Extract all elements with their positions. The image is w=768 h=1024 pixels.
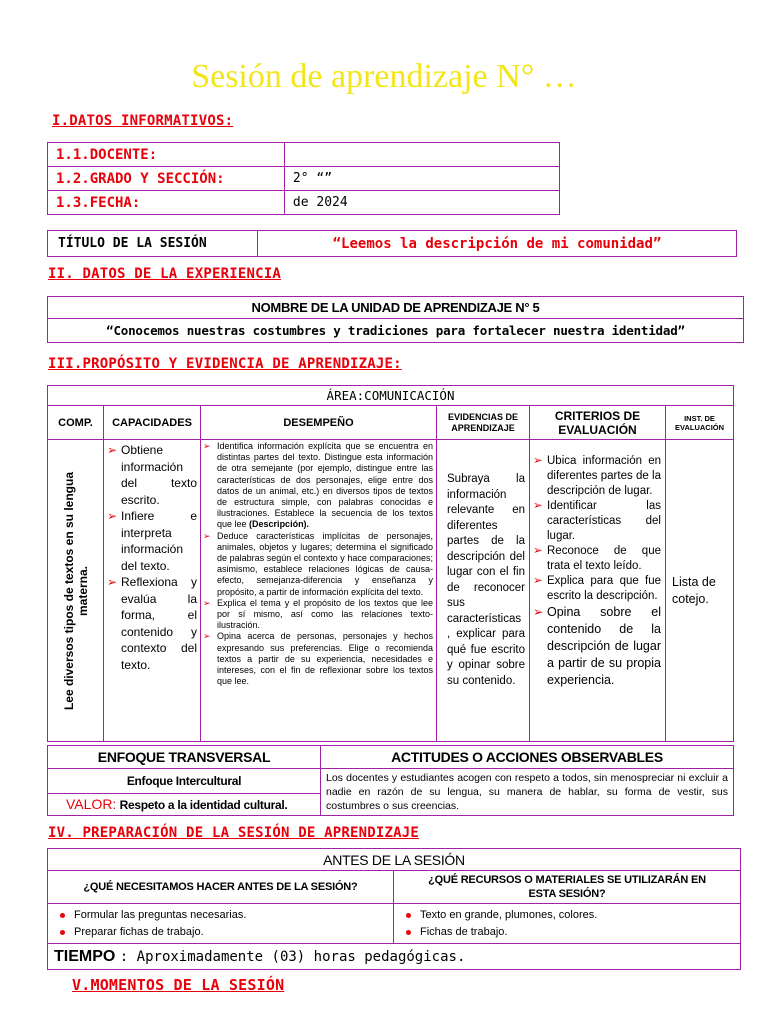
unidad-table	[47, 296, 744, 343]
competencia-cell	[48, 440, 104, 742]
inst-header: INST. DE EVALUACIÓN	[666, 406, 734, 440]
list-item: ➢ Reflexiona y evalúa la forma, el contenido y contexto del texto.	[107, 574, 197, 673]
comp-header: COMP.	[48, 406, 104, 440]
enfoque-header: ENFOQUE TRANSVERSAL	[48, 746, 321, 769]
list-item: ➢ Reconoce de que trata el texto leído.	[533, 544, 661, 574]
tiempo-cell	[48, 944, 741, 970]
desempeno-header: DESEMPEÑO	[201, 406, 437, 440]
desempeno-list	[203, 441, 433, 687]
section-heading-datos: I.DATOS INFORMATIVOS:	[52, 113, 234, 129]
unidad-header: NOMBRE DE LA UNIDAD DE APRENDIZAJE N° 5	[48, 297, 744, 319]
pregunta-recursos: ¿QUÉ RECURSOS O MATERIALES SE UTILIZARÁN EN ESTA SESIÓN?	[394, 871, 741, 904]
section-heading-proposito: III.PROPÓSITO Y EVIDENCIA DE APRENDIZAJE:	[48, 356, 402, 372]
titulo-label: TÍTULO DE LA SESIÓN	[48, 231, 258, 257]
preparacion-table	[47, 848, 741, 970]
criterios-list	[533, 454, 661, 689]
enfoque-name: Enfoque Intercultural	[48, 769, 321, 794]
list-item: ➢ Opina sobre el contenido de la descripción de lugar a partir de su propia experiencia.	[533, 604, 661, 689]
desempeno-1: Identifica información explícita que se encuentra en distintas partes del texto. Distingue esta información de otra semejante (por ejemplo, distingue entre las características de dos personajes, elige entre dos datos de un animal, etc.) en diversos tipos de textos de estructura simple, con palabras conocidas e ilustraciones. Establece la secuencia de los textos que lee	[217, 441, 433, 530]
criterios-cell	[530, 440, 666, 742]
table-row	[48, 143, 560, 167]
valor-label: VALOR:	[66, 796, 117, 813]
evidencias-header: EVIDENCIAS DE APRENDIZAJE	[437, 406, 530, 440]
list-item: ➢ Obtiene información del texto escrito.	[107, 442, 197, 508]
recursos-list	[394, 907, 740, 941]
list-item: ➢ Opina acerca de personas, personajes y hechos expresando sus preferencias. Elige o recomienda textos a partir de su experiencia, necesidades e intereses, con el fin de reflexionar sobre los textos que lee.	[203, 631, 433, 687]
capacidades-cell	[104, 440, 201, 742]
list-item	[203, 441, 433, 531]
evidencia-cell: Subraya la información relevante en diferentes partes de la descripción del lugar con el fin de reconocer sus características , explicar para qué fue escrito y opinar sobre su contenido.	[437, 440, 530, 742]
recursos-cell	[394, 904, 741, 944]
competencia-text: Lee diversos tipos de textos en su lengua materna.	[61, 471, 90, 710]
list-item: ➢ Deduce características implícitas de personajes, animales, objetos y lugares; determina el significado de palabras según el contexto y hace comparaciones; asimismo, establece relaciones lógicas de causa-efecto, semejanza-diferencia y enseñanza y propósito, a partir de información explícita del texto.	[203, 531, 433, 598]
grado-label: 1.2.GRADO Y SECCIÓN:	[48, 167, 285, 191]
unidad-value: “Conocemos nuestras costumbres y tradiciones para fortalecer nuestra identidad”	[48, 319, 744, 343]
list-item: ➢ Explica el tema y el propósito de los textos que lee por sí mismo, así como las relaciones texto-ilustración.	[203, 598, 433, 632]
list-item: ➢ Infiere e interpreta información del texto.	[107, 508, 197, 574]
docente-label: 1.1.DOCENTE:	[48, 143, 285, 167]
list-item: Fichas de trabajo.	[394, 924, 740, 941]
table-row	[48, 191, 560, 215]
tiempo-text: : Aproximadamente (03) horas pedagógicas.	[119, 948, 466, 965]
criterios-header: CRITERIOS DE EVALUACIÓN	[530, 406, 666, 440]
section-heading-experiencia: II. DATOS DE LA EXPERIENCIA	[48, 266, 281, 282]
fecha-label: 1.3.FECHA:	[48, 191, 285, 215]
hacer-cell	[48, 904, 394, 944]
antes-header: ANTES DE LA SESIÓN	[48, 849, 741, 871]
fecha-value: de 2024	[284, 191, 559, 215]
section-heading-momentos: V.MOMENTOS DE LA SESIÓN	[72, 976, 285, 994]
hacer-list	[48, 907, 393, 941]
valor-cell	[48, 793, 321, 815]
actitudes-text: Los docentes y estudiantes acogen con respeto a todos, sin menospreciar ni excluir a nadie en razón de su lengua, su manera de hablar, su forma de vestir, sus costumbres o sus creencias.	[321, 769, 734, 816]
desempeno-1-bold: (Descripción).	[249, 519, 310, 530]
list-item: ➢ Explica para que fue escrito la descripción.	[533, 574, 661, 604]
desempeno-cell	[201, 440, 437, 742]
tiempo-label: TIEMPO	[54, 947, 116, 965]
table-row	[48, 167, 560, 191]
area-header: ÁREA:COMUNICACIÓN	[48, 386, 734, 406]
capacidades-list	[107, 442, 197, 673]
pregunta-hacer: ¿QUÉ NECESITAMOS HACER ANTES DE LA SESIÓN?	[48, 871, 394, 904]
list-item: Preparar fichas de trabajo.	[48, 924, 393, 941]
actitudes-header: ACTITUDES O ACCIONES OBSERVABLES	[321, 746, 734, 769]
page-title: Sesión de aprendizaje N° …	[191, 58, 577, 95]
list-item: Formular las preguntas necesarias.	[48, 907, 393, 924]
list-item: Texto en grande, plumones, colores.	[394, 907, 740, 924]
capacidades-header: CAPACIDADES	[104, 406, 201, 440]
datos-table	[47, 142, 560, 215]
enfoque-table	[47, 745, 734, 816]
instrumento-cell: Lista de cotejo.	[666, 440, 734, 742]
list-item: ➢ Identificar las características del lugar.	[533, 499, 661, 544]
section-heading-preparacion: IV. PREPARACIÓN DE LA SESIÓN DE APRENDIZAJE	[48, 825, 420, 841]
titulo-value: “Leemos la descripción de mi comunidad”	[258, 231, 737, 257]
docente-value	[284, 143, 559, 167]
grado-value: 2° “”	[284, 167, 559, 191]
list-item: ➢ Ubica información en diferentes partes de la descripción de lugar.	[533, 454, 661, 499]
titulo-table	[47, 230, 737, 257]
valor-text: Respeto a la identidad cultural.	[119, 798, 288, 813]
proposito-table	[47, 385, 734, 742]
